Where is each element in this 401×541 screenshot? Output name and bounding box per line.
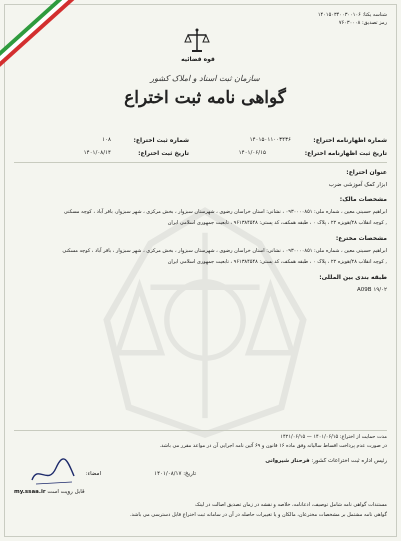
owner-label: مشخصات مالک: (339, 196, 387, 203)
registration-number-value: ۱۰۸ (102, 137, 111, 143)
registration-date-label: تاریخ ثبت اختراع: (138, 150, 189, 157)
owner-line-2: , کوچه انقلاب ۲۸/هویزه ۲۲ ، پلاک ۰ ، طبقه همکف، کد پستی: ۹۶۱۳۸۴۵۴۸ ، تابعیت جمهوری اسلامی ایران (167, 220, 387, 226)
protection-note: در صورت عدم پرداخت اقساط سالیانه وفق ماده ۱۶ قانون و ۶۹ آئین نامه اجرایی آن در مواعد مقرر می باشد. (159, 443, 387, 449)
declaration-number-value: ۱۴۰۱۵۰۱۱۰۰۳۴۳۶ (249, 137, 291, 143)
registration-number-label: شماره ثبت اختراع: (133, 137, 189, 144)
verify-site: قابل رویت است my.ssaa.ir (14, 489, 85, 495)
inventor-line-1: ابراهیم حسینی معین ، شماره ملی: ۰۹۳۰۰۰۰۸۵۱ ، نشانی: استان خراسان رضوی ، شهرستان سبزوار ، بخش مرکزی ، شهر سبزوار ، باقر آباد ، کوچه مسکنی (62, 248, 387, 254)
inventor-line-2: , کوچه انقلاب ۲۸/هویزه ۲۲ ، پلاک ۰ ، طبقه همکف، کد پستی: ۹۶۱۳۸۴۵۴۸ ، تابعیت جمهوری اسلامی ایران (167, 259, 387, 265)
protection-period: مدت حمایت از اختراع: ۱۴۰۱/۰۶/۱۵ — ۱۴۲۱/۰۶/۱۵ (280, 434, 387, 440)
classification-label: طبقه بندی بین المللی: (319, 274, 387, 281)
verification-code: رمز تصدیق: ۷۶۰۳۰۰۰۸ (338, 20, 387, 26)
owner-line-1: ابراهیم حسینی معین ، شماره ملی: ۰۹۳۰۰۰۰۸۵۱ ، نشانی: استان خراسان رضوی ، شهرستان سبزوار ، بخش مرکزی ، شهر سبزوار، باقر آباد ، کوچه مسکنی (63, 209, 387, 215)
issue-date: تاریخ: ۱۴۰۱/۰۸/۱۷ (154, 471, 196, 477)
emblem-watermark-icon (95, 200, 315, 440)
invention-title-label: عنوان اختراع: (346, 169, 387, 176)
verify-site-url[interactable]: my.ssaa.ir (14, 489, 46, 495)
classification-value: A09B ۱۹/۰۲ (357, 287, 387, 293)
registration-date-value: ۱۴۰۱/۰۸/۱۴ (83, 150, 111, 156)
validity-line-2: گواهی نامه مشتمل بر مشخصات مخترعان، مالکان و یا تغییرات حاصله در آن در سامانه ثبت اختراع قابل دسترسی می باشد. (129, 512, 387, 518)
head-of-office: رئیس اداره ثبت اختراعات کشور: فرحناز شیروانی (265, 458, 387, 464)
declaration-date-label: تاریخ ثبت اظهارنامه اختراع: (304, 150, 387, 157)
declaration-number-label: شماره اظهارنامه اختراع: (313, 137, 387, 144)
divider (14, 162, 387, 163)
unique-id: شناسه یکتا: ۱۴۰۱۵۰۳۴۰۰۳۰۰۱۰۶ (317, 12, 387, 18)
inventor-label: مشخصات مخترع: (335, 235, 387, 242)
signature-stamp-icon (28, 456, 78, 490)
divider (14, 430, 387, 431)
declaration-date-value: ۱۴۰۱/۰۶/۱۵ (238, 150, 266, 156)
organization-name: سازمان ثبت اسناد و املاک کشور (150, 74, 260, 83)
invention-title-value: ابزار کمک آموزشی ضرب (328, 182, 387, 188)
signature-label: امضاء: (85, 471, 101, 477)
certificate-title: گواهی نامه ثبت اختراع (124, 88, 286, 108)
validity-line-1: مستندات گواهی نامه شامل توصیف، ادعانامه، خلاصه و نقشه در زمان تصدیق اصالت در لینک (195, 502, 387, 508)
justice-scale-icon (183, 27, 211, 55)
judiciary-label: قوه قضائیه (181, 56, 215, 63)
